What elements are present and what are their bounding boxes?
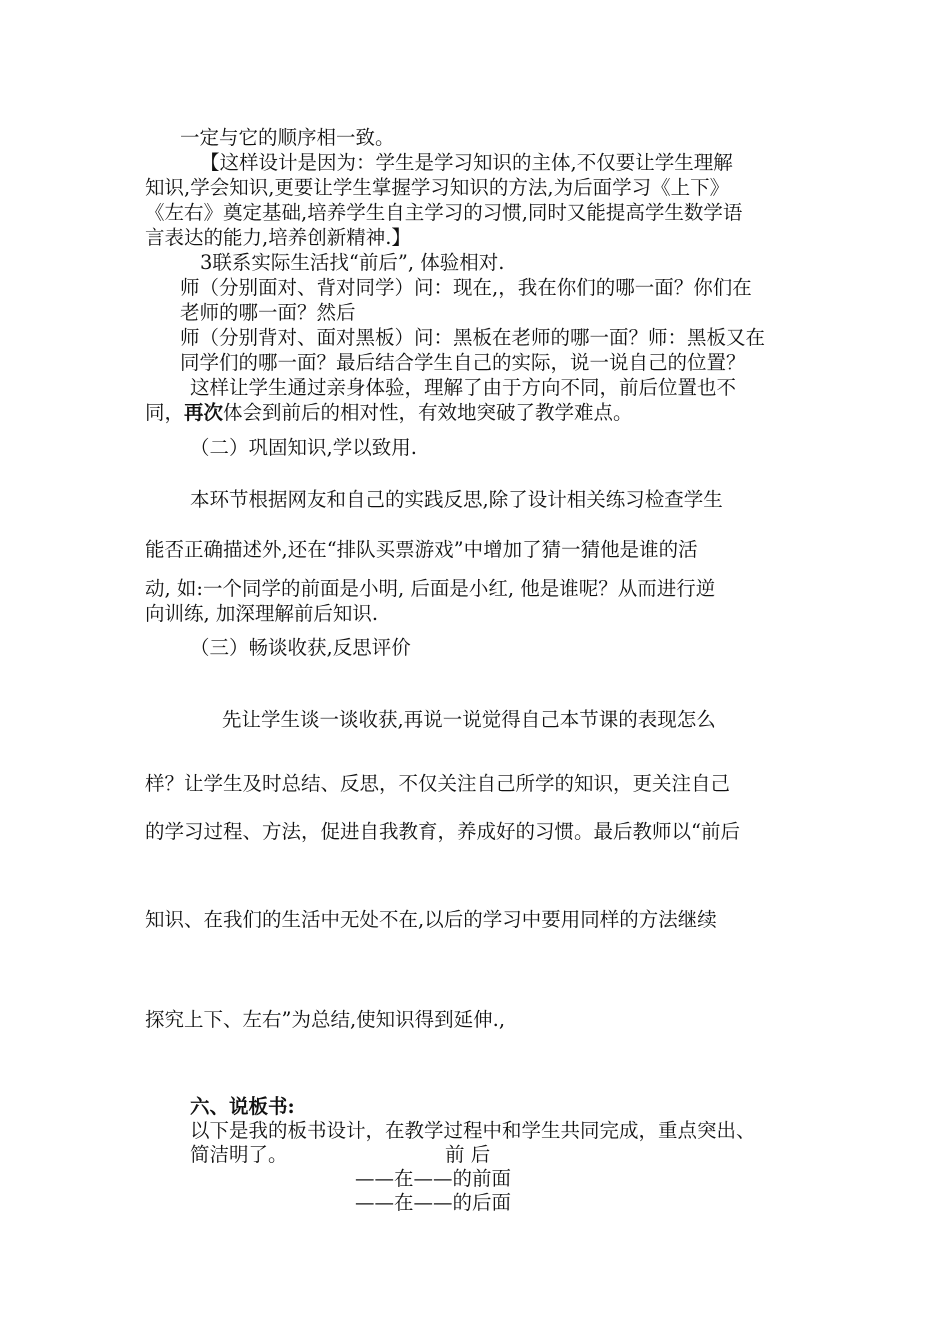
text-line: 知识,学会知识,更要让学生掌握学习知识的方法,为后面学习《上下》 (145, 176, 730, 199)
board-line: ——在——的前面 (355, 1167, 512, 1190)
text-line: 同学们的哪一面？最后结合学生自己的实际，说一说自己的位置？ (180, 351, 746, 374)
text-line: 向训练, 加深理解前后知识. (145, 602, 379, 625)
text-line: 动, 如:一个同学的前面是小明, 后面是小红, 他是谁呢？从而进行逆 (145, 577, 716, 600)
section-heading: （二）巩固知识,学以致用. (190, 436, 417, 459)
board-line: ——在——的后面 (355, 1191, 512, 1214)
text-line: 师（分别面对、背对同学）问：现在,，我在你们的哪一面？你们在 (180, 276, 752, 299)
text-line: 《左右》奠定基础,培养学生自主学习的习惯,同时又能提高学生数学语 (145, 201, 743, 224)
text-span: 体会到前后的相对性，有效地突破了教学难点。 (223, 401, 633, 424)
text-line: 言表达的能力,培养创新精神.】 (145, 226, 411, 249)
text-line: 的学习过程、方法，促进自我教育，养成好的习惯。最后教师以“前后 (145, 820, 740, 843)
text-line: 3联系实际生活找“前后”, 体验相对. (200, 251, 505, 274)
text-span: 同， (145, 401, 185, 424)
text-line: 样？让学生及时总结、反思，不仅关注自己所学的知识，更关注自己 (145, 772, 731, 795)
text-line: 知识、在我们的生活中无处不在,以后的学习中要用同样的方法继续 (145, 908, 717, 931)
text-line: 探究上下、左右”为总结,使知识得到延伸., (145, 1008, 506, 1031)
emphasis-text: 再次 (184, 401, 224, 424)
text-line: 以下是我的板书设计，在教学过程中和学生共同完成，重点突出、 (190, 1119, 756, 1142)
text-line: 本环节根据网友和自己的实践反思,除了设计相关练习检查学生 (190, 488, 723, 511)
text-line: 这样让学生通过亲身体验，理解了由于方向不同，前后位置也不 (190, 376, 737, 399)
text-line (145, 401, 633, 425)
text-line: 师（分别背对、面对黑板）问：黑板在老师的哪一面？师：黑板又在 (180, 326, 766, 349)
text-line: 老师的哪一面？然后 (180, 301, 356, 324)
text-line: 能否正确描述外,还在“排队买票游戏”中增加了猜一猜他是谁的活 (145, 538, 698, 561)
section-heading: 六、说板书: (190, 1095, 295, 1118)
board-title: 前 后 (445, 1143, 491, 1166)
text-line: 【这样设计是因为：学生是学习知识的主体,不仅要让学生理解 (200, 151, 733, 174)
text-line: 先让学生谈一谈收获,再说一说觉得自己本节课的表现怎么 (222, 708, 716, 731)
text-line: 一定与它的顺序相一致。 (180, 126, 395, 149)
section-heading: （三）畅谈收获,反思评价 (190, 636, 411, 659)
text-line: 简洁明了。 (190, 1143, 288, 1166)
